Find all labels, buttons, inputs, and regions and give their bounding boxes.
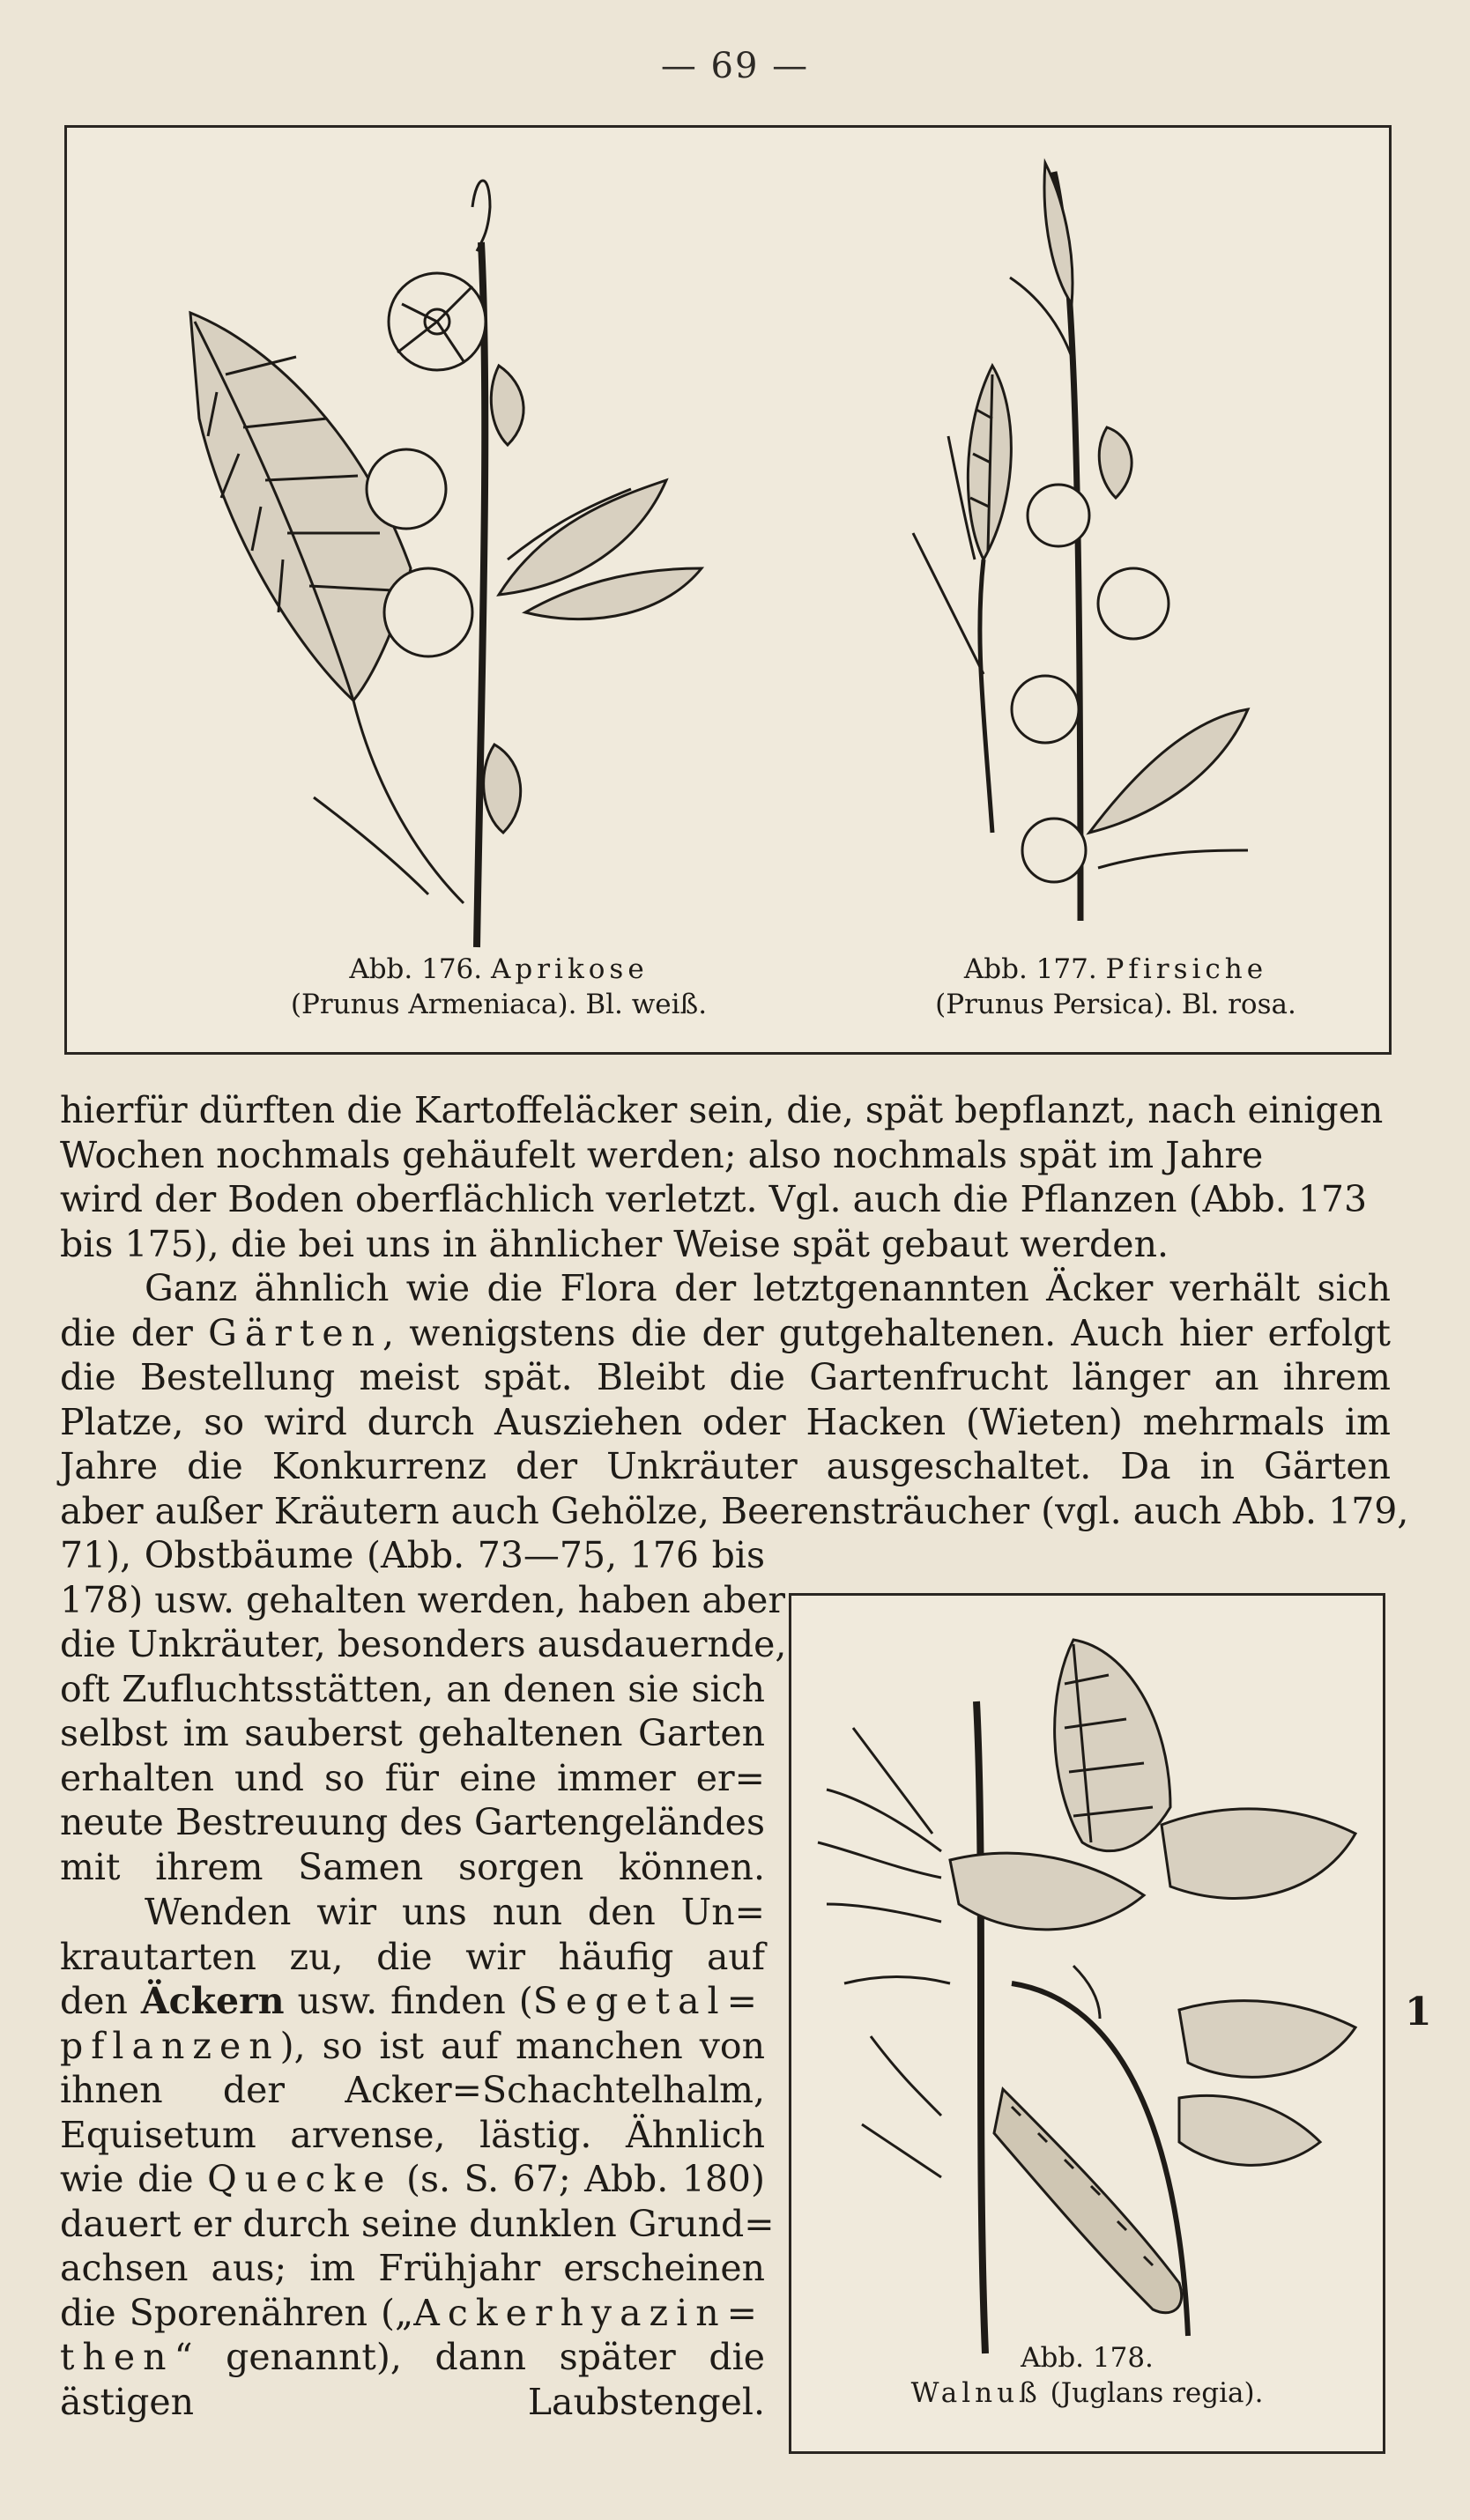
text-line: Wenden wir uns nun den Un= — [145, 1891, 765, 1933]
text-span: usw. finden ( — [297, 1980, 533, 2022]
text-line: Platze, so wird durch Ausziehen oder Hacken (Wieten) mehrmals im — [60, 1400, 1391, 1443]
emphasis-quecke: Quecke — [207, 2158, 393, 2200]
caption-fig176-bloom: Bl. weiß. — [585, 989, 708, 1020]
caption-fig176-name: Aprikose — [491, 953, 649, 985]
text-span: die der — [60, 1311, 193, 1354]
text-line: hierfür dürften die Kartoffeläcker sein, die, spät bepflanzt, nach einigen — [60, 1089, 1384, 1131]
page-number: — 69 — — [660, 46, 810, 86]
text-line: die Unkräuter, besonders ausdauernde, — [60, 1623, 787, 1665]
caption-fig176-latin: (Prunus Armeniaca). — [290, 989, 577, 1020]
text-line: oft Zufluchtsstätten, an denen sie sich — [60, 1667, 765, 1710]
emphasis-then: then — [60, 2336, 174, 2378]
text-line — [60, 1979, 765, 2024]
figure-box-walnut — [789, 1593, 1385, 2454]
emphasis-segetal: Segetal= — [532, 1980, 765, 2022]
text-line: achsen aus; im Frühjahr erscheinen — [60, 2247, 765, 2289]
caption-fig177-label: Abb. 177. — [963, 953, 1097, 985]
text-line: 71), Obstbäume (Abb. 73—75, 176 bis — [60, 1534, 765, 1576]
paragraph-2-continued — [60, 1533, 787, 1889]
caption-fig177-bloom: Bl. rosa. — [1181, 989, 1296, 1020]
figure-box-apricot-peach — [64, 125, 1392, 1055]
text-line — [60, 1311, 1391, 1356]
caption-fig178-latin: (Juglans regia). — [1050, 2377, 1264, 2409]
text-line: Jahre die Konkurrenz der Unkräuter ausgeschaltet. Da in Gärten — [60, 1445, 1391, 1487]
text-line: erhalten und so für eine immer er= — [60, 1756, 765, 1799]
text-line: wird der Boden oberflächlich verletzt. Vgl. auch die Pflanzen (Abb. 173 — [60, 1178, 1368, 1220]
paragraph-1 — [60, 1088, 1391, 1266]
text-line: dauert er durch seine dunklen Grund= — [60, 2202, 775, 2245]
text-span: ), so ist auf manchen von — [279, 2024, 765, 2067]
text-span: die Sporenähren („ — [60, 2291, 414, 2334]
text-line — [60, 2335, 765, 2380]
text-line — [60, 2291, 765, 2336]
text-line — [60, 2024, 765, 2069]
paragraph-2 — [60, 1266, 1409, 1533]
text-line: Equisetum arvense, lästig. Ähnlich — [60, 2113, 765, 2156]
text-span: wie die — [60, 2158, 194, 2200]
text-span: den — [60, 1980, 128, 2022]
text-line: Ganz ähnlich wie die Flora der letztgenannten Äcker verhält sich — [145, 1267, 1391, 1309]
text-line: aber außer Kräutern auch Gehölze, Beerensträucher (vgl. auch Abb. 179, — [60, 1489, 1409, 1532]
emphasis-ackerhyazinthen: Ackerhyazin= — [413, 2291, 765, 2334]
text-line: Wochen nochmals gehäufelt werden; also nochmals spät im Jahre — [60, 1133, 1264, 1176]
text-line: ästigen Laubstengel. — [60, 2380, 765, 2423]
peach-illustration — [878, 145, 1301, 938]
text-line — [60, 2157, 765, 2202]
caption-fig177-latin: (Prunus Persica). — [935, 989, 1173, 1020]
emphasis-pflanzen: pflanzen — [60, 2024, 280, 2067]
text-line: bis 175), die bei uns in ähnlicher Weise spät gebaut werden. — [60, 1222, 1169, 1265]
text-span: (s. S. 67; Abb. 180) — [405, 2158, 765, 2200]
caption-fig177 — [869, 952, 1362, 1022]
text-line: ihnen der Acker=Schachtelhalm, — [60, 2069, 765, 2111]
caption-fig178-label: Abb. 178. — [1021, 2342, 1154, 2374]
text-span: “ genannt), dann später die — [174, 2336, 765, 2378]
emphasis-gaerten: Gärten — [208, 1311, 383, 1354]
paragraph-3 — [60, 1890, 775, 2424]
caption-fig178 — [791, 2340, 1383, 2411]
walnut-illustration — [809, 1613, 1373, 2362]
text-line: neute Bestreuung des Gartengeländes — [60, 1801, 765, 1843]
text-line: mit ihrem Samen sorgen können. — [60, 1845, 765, 1888]
caption-fig176 — [173, 952, 825, 1022]
caption-fig178-name: Walnuß — [910, 2377, 1042, 2409]
text-line: selbst im sauberst gehaltenen Garten — [60, 1712, 765, 1754]
caption-fig176-label: Abb. 176. — [349, 953, 483, 985]
text-line: 178) usw. gehalten werden, haben aber — [60, 1578, 785, 1621]
emphasis-aeckern: Äckern — [140, 1980, 285, 2022]
caption-fig177-name: Pfirsiche — [1105, 953, 1268, 985]
text-line: die Bestellung meist spät. Bleibt die Gartenfrucht länger an ihrem — [60, 1356, 1391, 1398]
text-span: , wenigstens die der gutgehaltenen. Auch hier erfolgt — [382, 1311, 1391, 1354]
apricot-illustration — [173, 154, 843, 1000]
text-line: krautarten zu, die wir häufig auf — [60, 1935, 765, 1978]
margin-mark: 1 — [1405, 1990, 1432, 2035]
